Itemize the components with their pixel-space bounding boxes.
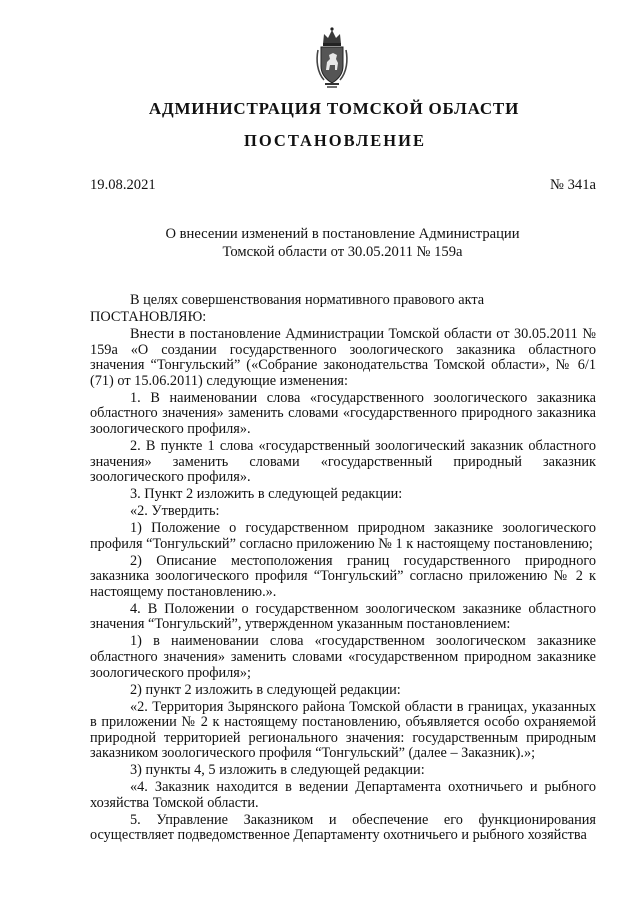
body-paragraph: ПОСТАНОВЛЯЮ: bbox=[90, 308, 207, 325]
tomsk-coat-of-arms-icon bbox=[315, 26, 349, 90]
body-paragraph: 1) Положение о государственном природном заказнике зоологического профиля “Тонгульский” согласно приложению № 1 к настоящему постановлению; bbox=[90, 520, 596, 552]
document-subject bbox=[150, 225, 535, 261]
document-type: ПОСТАНОВЛЕНИЕ bbox=[244, 131, 426, 150]
body-paragraph: 1) в наименовании слова «государственном зоологическом заказнике областного значения» заменить словами «государственном природном заказнике зоологического профиля»; bbox=[90, 633, 596, 681]
body-paragraph: 4. В Положении о государственном зоологическом заказнике областного значения “Тонгульский”, утвержденном указанным постановлением: bbox=[90, 600, 596, 633]
subject-line-2: Томской области от 30.05.2011 № 159а bbox=[222, 244, 463, 260]
body-paragraph: «2. Утвердить: bbox=[130, 503, 220, 520]
subject-line-1: О внесении изменений в постановление Администрации bbox=[165, 226, 520, 242]
body-paragraph: 2) Описание местоположения границ государственного природного заказника зоологического профиля “Тонгульский” согласно приложению № 2 к настоящему постановлению.». bbox=[90, 552, 596, 600]
document-body bbox=[90, 293, 596, 845]
body-paragraph: «2. Территория Зырянского района Томской области в границах, указанных в приложении № 2 к настоящему постановлению, объявляется особо охраняемой природной территорией регионального значения: государственным природным заказником зоологического профиля “Тонгульский” (далее – Заказник).»; bbox=[90, 698, 596, 762]
body-paragraph: «4. Заказник находится в ведении Департамента охотничьего и рыбного хозяйства Томской области. bbox=[90, 779, 596, 811]
document-date: 19.08.2021 bbox=[90, 177, 156, 193]
body-paragraph: 3) пункты 4, 5 изложить в следующей редакции: bbox=[130, 762, 425, 779]
body-paragraph: 5. Управление Заказником и обеспечение его функционирования осуществляет подведомственное Департаменту охотничьего и рыбного хозяйства bbox=[90, 811, 596, 844]
body-paragraph: 3. Пункт 2 изложить в следующей редакции: bbox=[130, 486, 403, 503]
body-paragraph: 1. В наименовании слова «государственного зоологического заказника областного значения» заменить словами «государственного природного заказника зоологического профиля». bbox=[90, 389, 596, 437]
body-paragraph: 2) пункт 2 изложить в следующей редакции: bbox=[130, 681, 401, 698]
body-paragraph: В целях совершенствования нормативного правового акта bbox=[130, 292, 485, 308]
body-paragraph: Внести в постановление Администрации Томской области от 30.05.2011 № 159а «О создании государственного зоологического заказника областного значения “Тонгульский” («Собрание законодательства Томской области», № 6/1 (71) от 15.06.2011) следующие изменения: bbox=[90, 325, 596, 389]
body-paragraph: 2. В пункте 1 слова «государственный зоологический заказник областного значения» заменить словами «государственный природный заказник зоологического профиля». bbox=[90, 437, 596, 486]
organization-title: АДМИНИСТРАЦИЯ ТОМСКОЙ ОБЛАСТИ bbox=[148, 99, 520, 118]
document-number: № 341а bbox=[550, 177, 596, 193]
